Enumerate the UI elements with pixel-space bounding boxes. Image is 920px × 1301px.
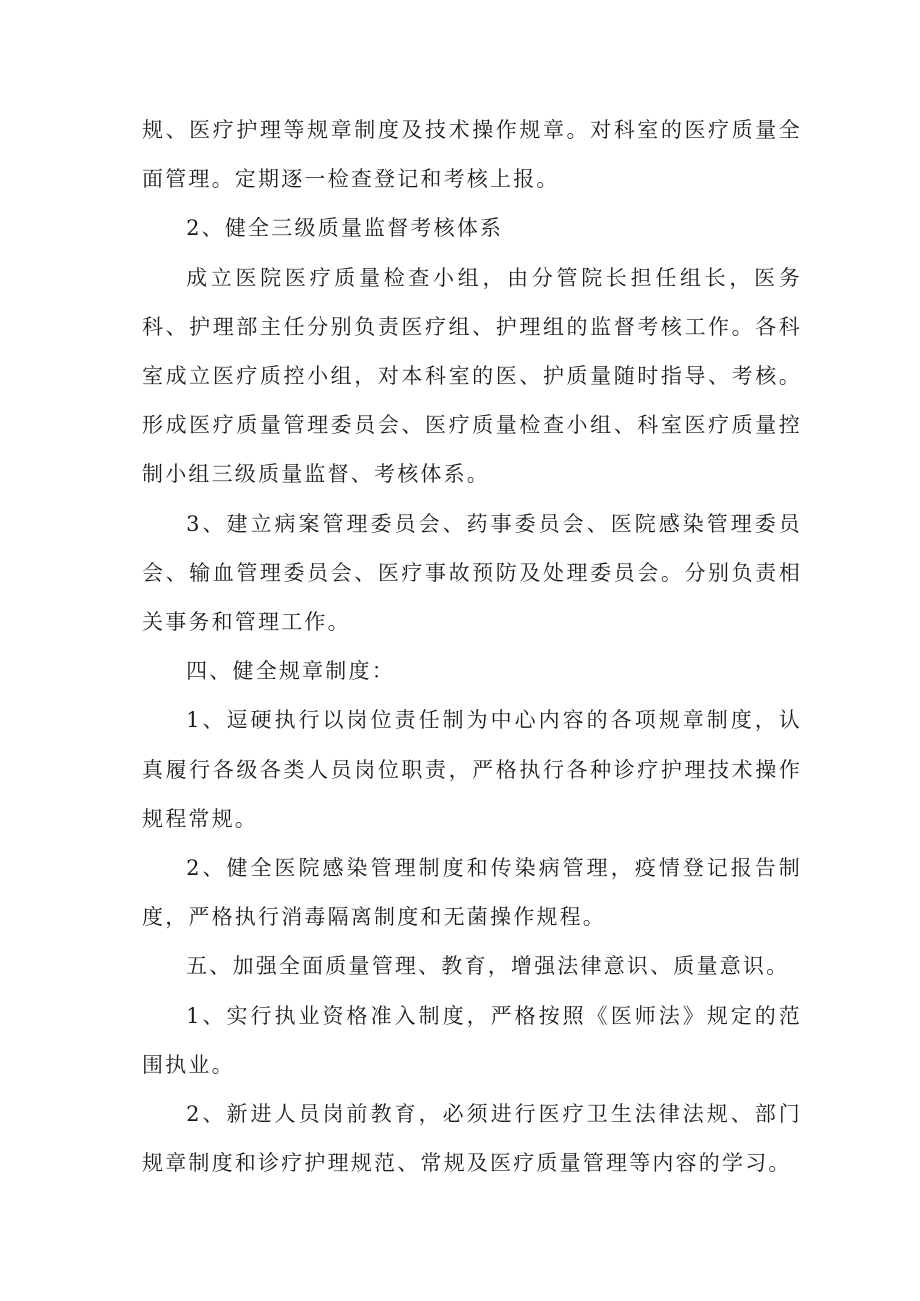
heading-section-four: 四、健全规章制度：: [186, 659, 395, 684]
heading-three-level-supervision: 2、健全三级质量监督考核体系: [186, 216, 504, 241]
paragraph-continuation: 规、医疗护理等规章制度及技术操作规章。对科室的医疗质量全面管理。定期逐一检查登记和考核上报。: [142, 118, 802, 192]
paragraph-infection-management: 2、健全医院感染管理制度和传染病管理，疫情登记报告制度，严格执行消毒隔离制度和无菌操作规程。: [142, 856, 802, 930]
paragraph-new-staff-education: 2、新进人员岗前教育，必须进行医疗卫生法律法规、部门规章制度和诊疗护理规范、常规及医疗质量管理等内容的学习。: [142, 1102, 802, 1176]
paragraph-practice-qualification: 1、实行执业资格准入制度，严格按照《医师法》规定的范围执业。: [142, 1003, 802, 1077]
heading-section-five: 五、加强全面质量管理、教育，增强法律意识、质量意识。: [186, 954, 790, 979]
paragraph-committees: 3、建立病案管理委员会、药事委员会、医院感染管理委员会、输血管理委员会、医疗事故预防及处理委员会。分别负责相关事务和管理工作。: [142, 511, 802, 635]
paragraph-quality-inspection-group: 成立医院医疗质量检查小组，由分管院长担任组长，医务科、护理部主任分别负责医疗组、护理组的监督考核工作。各科室成立医疗质控小组，对本科室的医、护质量随时指导、考核。形成医疗质量管理委员会、医疗质量检查小组、科室医疗质量控制小组三级质量监督、考核体系。: [142, 265, 802, 487]
document-body: [142, 106, 802, 1188]
paragraph-job-responsibility: 1、逗硬执行以岗位责任制为中心内容的各项规章制度，认真履行各级各类人员岗位职责，严格执行各种诊疗护理技术操作规程常规。: [142, 708, 802, 831]
